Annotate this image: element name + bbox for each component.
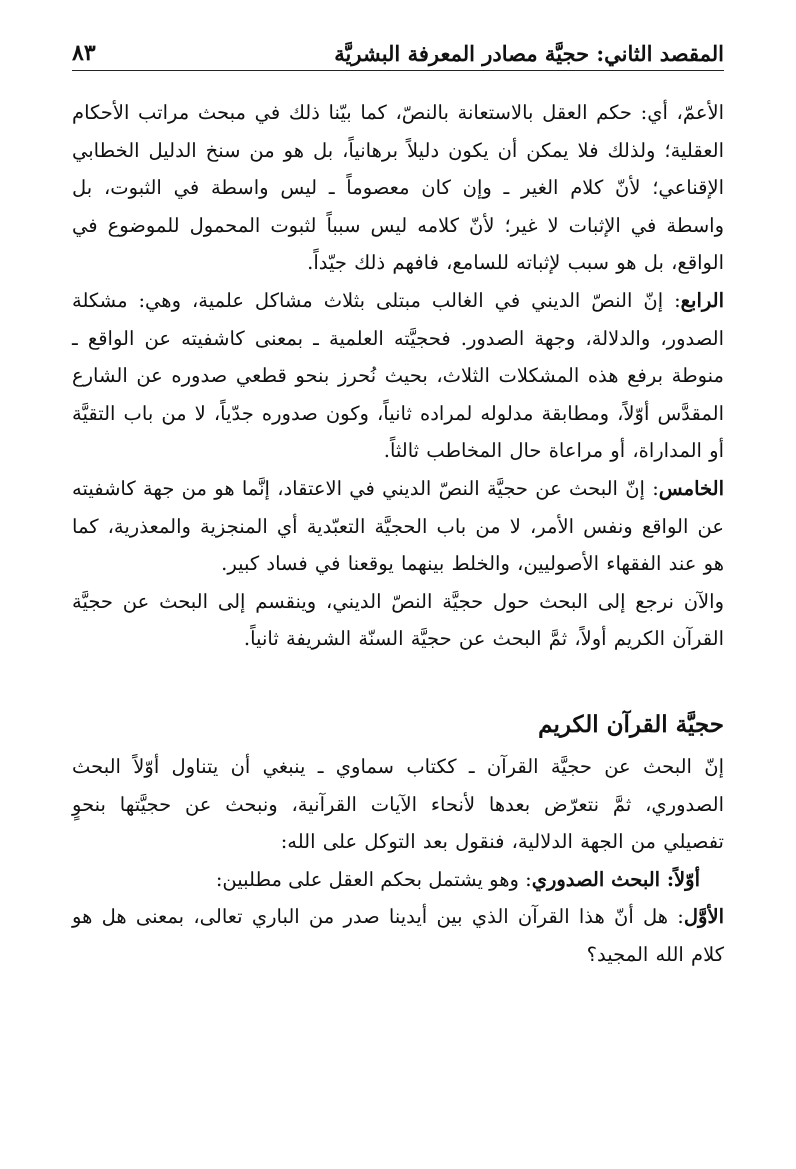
section-heading: حجيَّة القرآن الكريم xyxy=(538,710,724,738)
header-rule xyxy=(72,70,724,71)
paragraph-2-text: : إنّ النصّ الديني في الغالب مبتلى بثلاث مشاكل علمية، وهي: مشكلة الصدور، والدلالة، وجهة الصدور. فحجيَّته العلمية ـ بمعنى كاشفيته عن الواقع ـ منوطة برفع هذه المشكلات الثلاث، بحيث نُحرز بنحو قطعي صدوره عن الشارع المقدَّس أوّلاً، ومطابقة مدلوله لمراده ثانياً، وكون صدوره جدّياً، لا من باب التقيَّة أو المداراة، أو مراعاة حال المخاطب ثالثاً. xyxy=(72,288,724,463)
paragraph-4 xyxy=(72,583,724,658)
page-number: ٨٣ xyxy=(72,40,96,66)
paragraph-7-lead: الأوَّل xyxy=(683,905,724,929)
paragraph-1-text: الأعمّ، أي: حكم العقل بالاستعانة بالنصّ، كما بيّنا ذلك في مبحث مراتب الأحكام العقلية؛ ولذلك فلا يمكن أن يكون دليلاً برهانياً، بل هو من سنخ الدليل الخطابي الإقناعي؛ لأنّ كلام الغير ـ وإن كان معصوماً ـ ليس واسطة في الثبوت، بل واسطة في الإثبات لا غير؛ لأنّ كلامه ليس سبباً لثبوت المحمول للموضوع في الواقع، بل هو سبب لإثباته للسامع، فافهم ذلك جيّداً. xyxy=(72,101,724,275)
paragraph-2-lead: الرابع xyxy=(680,288,724,312)
paragraph-7 xyxy=(72,898,724,973)
paragraph-6-text: : وهو يشتمل بحكم العقل على مطلبين: xyxy=(215,867,532,891)
paragraph-5-text: إنّ البحث عن حجيَّة القرآن ـ ككتاب سماوي ـ ينبغي أن يتناول أوّلاً البحث الصدوري، ثمَّ نتعرّض بعدها لأنحاء الآيات القرآنية، ونبحث عن حجيَّتها بنحوٍ تفصيلي من الجهة الدلالية، فنقول بعد التوكل على الله: xyxy=(72,754,725,854)
paragraph-3-text: : إنّ البحث عن حجيَّة النصّ الديني في الاعتقاد، إنَّما هو من جهة كاشفيته عن الواقع ونفس الأمر، لا من باب الحجيَّة التعبّدية أي المنجزية والمعذرية، كما هو عند الفقهاء الأصوليين، والخلط بينهما يوقعنا في فساد كبير. xyxy=(72,476,724,576)
paragraph-6-lead: أوّلاً: البحث الصدوري xyxy=(531,867,700,891)
paragraph-6 xyxy=(72,861,724,899)
body-text xyxy=(72,94,724,973)
paragraph-1 xyxy=(72,94,724,282)
paragraph-4-text: والآن نرجع إلى البحث حول حجيَّة النصّ الديني، وينقسم إلى البحث عن حجيَّة القرآن الكريم أولاً، ثمَّ البحث عن حجيَّة السنّة الشريفة ثانياً. xyxy=(72,589,724,651)
chapter-title: المقصد الثاني: حجيَّة مصادر المعرفة البشريَّة xyxy=(334,41,724,66)
paragraph-2 xyxy=(72,282,724,470)
paragraph-5 xyxy=(72,748,724,861)
paragraph-7-text: : هل أنّ هذا القرآن الذي بين أيدينا صدر من الباري تعالى، بمعنى هل هو كلام الله المجيد؟ xyxy=(72,905,724,966)
paragraph-3 xyxy=(72,470,724,583)
running-head xyxy=(72,26,724,66)
paragraph-3-lead: الخامس xyxy=(658,476,724,500)
